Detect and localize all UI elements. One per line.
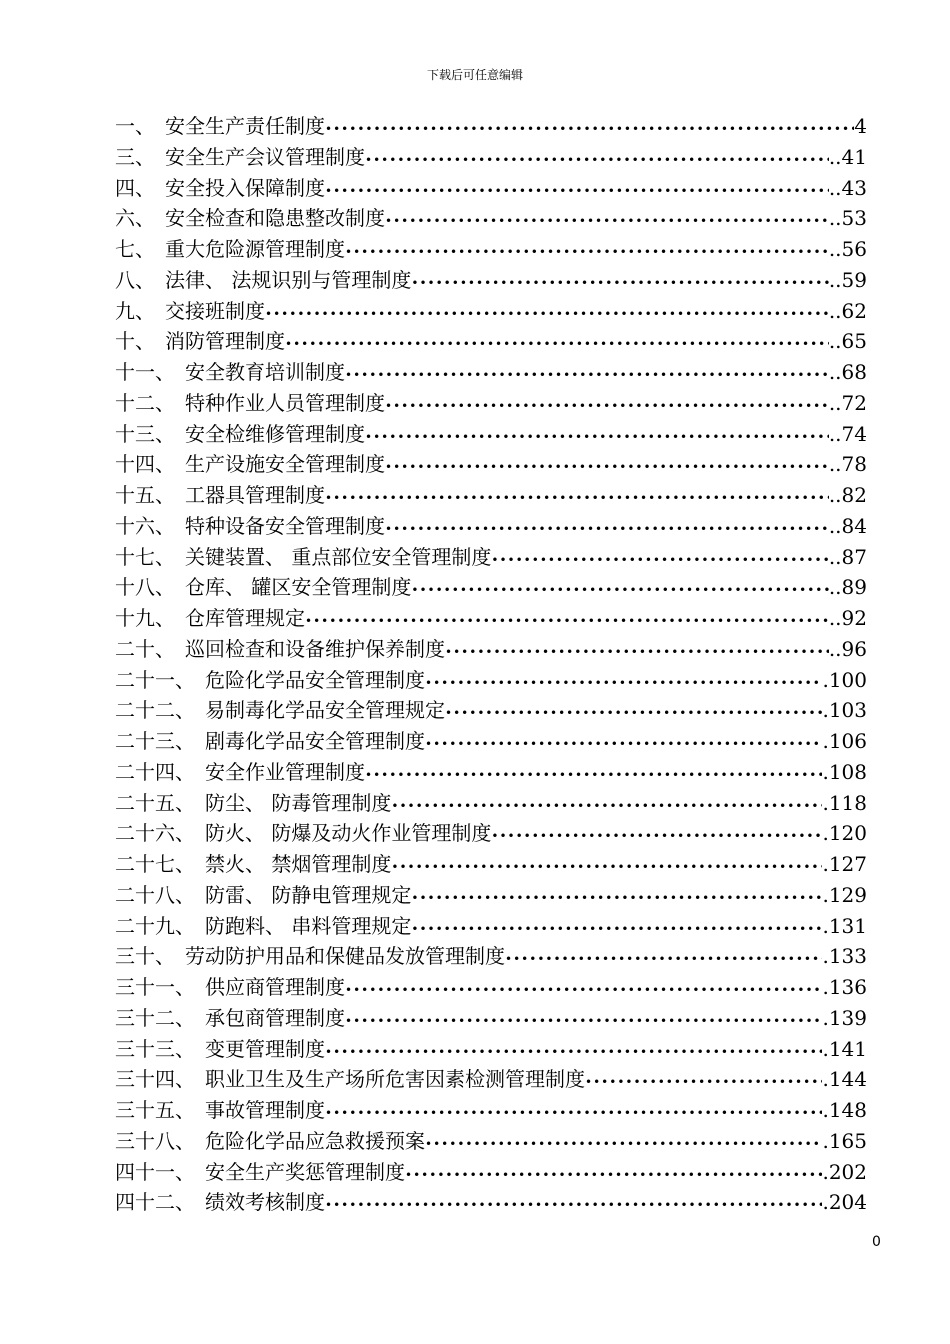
toc-entry-page: .204 [822,1190,867,1215]
toc-leader-dots [391,791,822,822]
toc-entry-number: 二十七、 [115,852,195,876]
toc-entry[interactable] [115,572,867,603]
toc-leader-dots [505,944,822,975]
toc-entry-title: 防跑料、 串料管理规定 [205,913,412,938]
toc-entry-page: .148 [822,1098,867,1122]
toc-leader-dots [365,145,829,176]
toc-entry-page: .118 [822,790,867,815]
toc-entry-page: .127 [822,852,867,876]
toc-entry-title: 供应商管理制度 [205,975,345,999]
toc-entry-title: 安全投入保障制度 [165,175,325,200]
toc-entry-number: 六、 [115,206,155,231]
toc-entry-number: 一、 [115,114,155,138]
toc-entry-number: 三十二、 [115,1005,195,1030]
toc-entry-number: 十一、 [115,360,175,384]
toc-entry-title: 承包商管理制度 [205,1005,345,1030]
toc-entry[interactable] [115,357,867,388]
toc-leader-dots [411,575,828,606]
toc-entry-title: 生产设施安全管理制度 [185,452,385,477]
toc-entry-title: 交接班制度 [165,298,265,323]
toc-entry-number: 二十二、 [115,698,195,723]
toc-entry-title: 工器具管理制度 [185,483,325,507]
toc-entry-title: 安全生产责任制度 [165,114,325,138]
toc-entry-number: 三十八、 [115,1128,195,1153]
toc-leader-dots [325,114,854,145]
toc-entry-page: .139 [822,1005,867,1030]
toc-leader-dots [445,698,822,729]
toc-entry-page: 4 [854,114,867,138]
toc-leader-dots [425,668,822,699]
toc-entry-number: 八、 [115,267,155,292]
toc-entry-title: 剧毒化学品安全管理制度 [205,729,425,753]
toc-entry-number: 三十一、 [115,975,195,999]
toc-entry-title: 特种设备安全管理制度 [185,513,385,538]
toc-entry[interactable] [115,1187,867,1218]
toc-entry-number: 二十四、 [115,759,195,784]
toc-leader-dots [325,1190,822,1221]
toc-entry-title: 变更管理制度 [205,1036,325,1061]
toc-entry[interactable] [115,480,867,511]
toc-entry-title: 关键装置、 重点部位安全管理制度 [185,544,492,569]
toc-entry[interactable] [115,326,867,357]
toc-entry-number: 三十四、 [115,1067,195,1092]
toc-entry-page: .165 [822,1128,867,1153]
toc-leader-dots [285,329,829,360]
toc-entry[interactable] [115,173,867,204]
toc-entry-page: ..96 [828,636,867,661]
toc-entry-number: 二十、 [115,636,175,661]
toc-entry[interactable] [115,419,867,450]
toc-entry[interactable] [115,111,867,142]
toc-entry-page: .108 [822,759,867,784]
toc-entry[interactable] [115,1064,867,1095]
toc-leader-dots [411,914,822,945]
toc-entry-title: 职业卫生及生产场所危害因素检测管理制度 [205,1067,585,1092]
toc-entry[interactable] [115,1003,867,1034]
toc-leader-dots [585,1067,822,1098]
toc-entry[interactable] [115,1157,867,1188]
toc-entry-title: 重大危险源管理制度 [165,237,345,261]
toc-entry-number: 三十五、 [115,1098,195,1122]
toc-entry-number: 九、 [115,298,155,323]
toc-entry[interactable] [115,542,867,573]
toc-leader-dots [365,760,822,791]
toc-entry-title: 事故管理制度 [205,1098,325,1122]
toc-leader-dots [385,206,829,237]
toc-entry-title: 安全检维修管理制度 [185,421,365,446]
toc-entry-title: 防雷、 防静电管理规定 [205,882,412,907]
toc-entry-number: 三十、 [115,944,175,969]
toc-leader-dots [405,1160,822,1191]
toc-entry-title: 安全作业管理制度 [205,759,365,784]
toc-entry-number: 二十八、 [115,882,195,907]
toc-entry[interactable] [115,665,867,696]
toc-entry-number: 二十九、 [115,913,195,938]
toc-entry[interactable] [115,296,867,327]
toc-leader-dots [425,1129,822,1160]
toc-entry-number: 十、 [115,329,155,354]
toc-entry[interactable] [115,203,867,234]
toc-entry-page: ..68 [828,360,867,384]
toc-entry-title: 安全生产奖惩管理制度 [205,1159,405,1184]
toc-entry-number: 二十五、 [115,790,195,815]
toc-entry-page: .100 [822,667,867,692]
table-of-contents [115,111,867,1218]
page-header: 下载后可任意编辑 [426,68,523,82]
toc-entry[interactable] [115,603,867,634]
toc-entry-number: 二十六、 [115,821,195,846]
toc-entry[interactable] [115,726,867,757]
toc-entry[interactable] [115,388,867,419]
toc-leader-dots [305,606,829,637]
toc-entry[interactable] [115,818,867,849]
toc-entry-title: 安全检查和隐患整改制度 [165,206,385,231]
toc-entry-page: ..89 [828,575,867,600]
toc-leader-dots [385,391,829,422]
toc-entry-page: ..78 [828,452,867,477]
toc-entry-page: ..41 [828,144,867,169]
toc-entry-page: .141 [822,1036,867,1061]
toc-leader-dots [265,299,829,330]
toc-entry-title: 仓库管理规定 [185,606,305,630]
toc-entry-number: 十二、 [115,390,175,415]
toc-entry-page: .144 [822,1067,867,1092]
toc-entry-title: 仓库、 罐区安全管理制度 [185,575,412,600]
toc-leader-dots [385,514,829,545]
toc-entry[interactable] [115,234,867,265]
toc-entry[interactable] [115,449,867,480]
toc-entry-page: .202 [822,1159,867,1184]
toc-entry[interactable] [115,265,867,296]
toc-entry-page: ..72 [828,390,867,415]
toc-entry-title: 危险化学品应急救援预案 [205,1128,425,1153]
toc-leader-dots [325,483,829,514]
toc-entry-number: 十七、 [115,544,175,569]
toc-entry[interactable] [115,911,867,942]
toc-entry-title: 防火、 防爆及动火作业管理制度 [205,821,492,846]
toc-entry[interactable] [115,695,867,726]
toc-entry-title: 安全教育培训制度 [185,360,345,384]
toc-entry-page: ..53 [828,206,867,231]
toc-entry-title: 消防管理制度 [165,329,285,354]
toc-leader-dots [345,360,829,391]
toc-entry[interactable] [115,1034,867,1065]
toc-leader-dots [325,176,829,207]
toc-entry-title: 防尘、 防毒管理制度 [205,790,392,815]
toc-entry-page: .106 [822,729,867,753]
toc-leader-dots [411,268,828,299]
toc-entry-number: 七、 [115,237,155,261]
toc-entry-page: ..59 [828,267,867,292]
toc-entry[interactable] [115,142,867,173]
toc-entry-number: 四、 [115,175,155,200]
toc-entry-page: ..87 [828,544,867,569]
toc-entry-number: 三、 [115,144,155,169]
toc-entry-page: .136 [822,975,867,999]
toc-leader-dots [391,852,822,883]
toc-entry-page: .129 [822,882,867,907]
toc-entry-number: 二十三、 [115,729,195,753]
page-number: 0 [872,1234,881,1250]
toc-entry-page: .133 [822,944,867,969]
toc-entry-title: 劳动防护用品和保健品发放管理制度 [185,944,505,969]
toc-entry-page: ..82 [828,483,867,507]
toc-leader-dots [325,1037,822,1068]
toc-entry[interactable] [115,757,867,788]
toc-entry-page: ..65 [828,329,867,354]
toc-leader-dots [491,545,828,576]
toc-entry[interactable] [115,849,867,880]
toc-leader-dots [445,637,829,668]
toc-entry[interactable] [115,1095,867,1126]
toc-entry-page: .120 [822,821,867,846]
toc-leader-dots [425,729,822,760]
toc-entry-number: 十六、 [115,513,175,538]
toc-entry-number: 十三、 [115,421,175,446]
toc-entry-page: ..92 [828,606,867,630]
toc-entry-page: ..56 [828,237,867,261]
toc-entry-number: 四十二、 [115,1190,195,1215]
toc-leader-dots [345,237,829,268]
toc-entry-number: 十八、 [115,575,175,600]
toc-leader-dots [385,452,829,483]
toc-entry[interactable] [115,972,867,1003]
toc-entry-title: 安全生产会议管理制度 [165,144,365,169]
toc-entry-number: 二十一、 [115,667,195,692]
toc-entry-title: 易制毒化学品安全管理规定 [205,698,445,723]
toc-entry-number: 四十一、 [115,1159,195,1184]
toc-leader-dots [491,821,822,852]
toc-leader-dots [345,1006,822,1037]
toc-entry-page: ..62 [828,298,867,323]
toc-entry-page: ..84 [828,513,867,538]
toc-entry-title: 巡回检查和设备维护保养制度 [185,636,445,661]
toc-leader-dots [345,975,822,1006]
toc-entry[interactable] [115,788,867,819]
toc-entry[interactable] [115,511,867,542]
toc-entry-title: 危险化学品安全管理制度 [205,667,425,692]
toc-entry[interactable] [115,634,867,665]
toc-entry-title: 特种作业人员管理制度 [185,390,385,415]
toc-entry-title: 禁火、 禁烟管理制度 [205,852,392,876]
toc-entry[interactable] [115,941,867,972]
toc-entry[interactable] [115,1126,867,1157]
toc-leader-dots [365,422,829,453]
toc-entry-title: 法律、 法规识别与管理制度 [165,267,412,292]
toc-entry-page: ..74 [828,421,867,446]
toc-entry-page: .103 [822,698,867,723]
toc-entry[interactable] [115,880,867,911]
toc-entry-number: 十五、 [115,483,175,507]
toc-entry-number: 十四、 [115,452,175,477]
toc-entry-number: 三十三、 [115,1036,195,1061]
toc-entry-number: 十九、 [115,606,175,630]
toc-leader-dots [325,1098,822,1129]
toc-entry-title: 绩效考核制度 [205,1190,325,1215]
toc-entry-page: ..43 [828,175,867,200]
toc-entry-page: .131 [822,913,867,938]
toc-leader-dots [411,883,822,914]
